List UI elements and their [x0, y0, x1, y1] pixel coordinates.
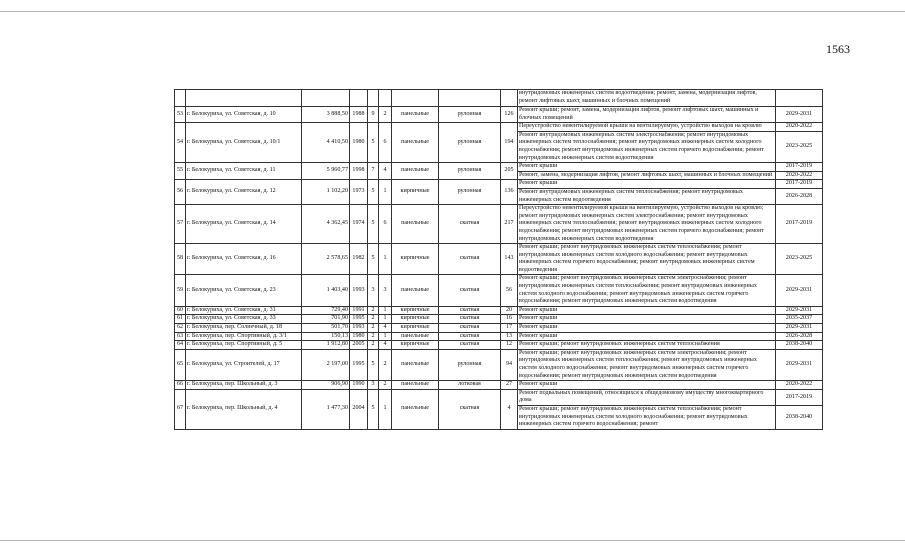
residents-cell: 17: [501, 324, 518, 333]
year-cell: 1995: [350, 315, 368, 324]
year-cell: 1980: [350, 332, 368, 341]
residents-cell: 12: [501, 341, 518, 350]
work-period: 2023-2025: [776, 131, 823, 162]
table-row: [175, 332, 823, 341]
work-description: Ремонт, замена, модернизация лифтов, ремонт лифтовых шахт, машинных и блочных помещений: [518, 171, 776, 180]
walls-material-cell: кирпичные: [392, 341, 439, 350]
table-row: [175, 315, 823, 324]
entrances-cell: 2: [379, 107, 392, 123]
table-row: [175, 389, 823, 405]
floors-cell: 2: [368, 341, 379, 350]
work-period: 2023-2025: [776, 244, 823, 275]
address-cell: г. Белокуриха, ул. Советская, д. 10/1: [186, 123, 302, 163]
work-description: Ремонт подвальных помещений, относящихся к общедомовому имуществу многоквартирного дома: [518, 389, 776, 405]
floors-cell: 2: [368, 324, 379, 333]
row-number: 54: [175, 123, 186, 163]
address-cell: г. Белокуриха, ул. Советская, д. 14: [186, 205, 302, 244]
residents-cell: 56: [501, 275, 518, 306]
table-row: [175, 381, 823, 390]
floors-cell: 3: [368, 275, 379, 306]
work-period: 2038-2040: [776, 341, 823, 350]
walls-material-cell: панельные: [392, 163, 439, 180]
residents-cell: 126: [501, 107, 518, 123]
table-row: [175, 205, 823, 244]
year-cell: 1995: [350, 349, 368, 380]
address-cell: г. Белокуриха, ул. Советская, д. 23: [186, 275, 302, 306]
year-cell: 1988: [350, 107, 368, 123]
walls-material-cell: панельные: [392, 349, 439, 380]
entrances-cell: 3: [379, 275, 392, 306]
work-description: Ремонт крыши: [518, 163, 776, 172]
scan-edge-bottom: [0, 540, 905, 541]
entrances-cell: 2: [379, 381, 392, 390]
address-cell: г. Белокуриха, пер. Спортивный, д. 5: [186, 341, 302, 350]
area-cell: 2 197,00: [302, 349, 350, 380]
work-description: Ремонт крыши: [518, 306, 776, 315]
roof-type-cell: скатная: [439, 244, 501, 275]
work-period: 2017-2019: [776, 389, 823, 405]
area-cell: 3 888,50: [302, 107, 350, 123]
continuation-row: [175, 90, 823, 107]
row-number: 63: [175, 332, 186, 341]
floors-cell: 9: [368, 107, 379, 123]
area-cell: 5 960,77: [302, 163, 350, 180]
table-row: [175, 341, 823, 350]
year-cell: 1980: [350, 123, 368, 163]
roof-type-cell: скатная: [439, 205, 501, 244]
floors-cell: 2: [368, 315, 379, 324]
row-number: 56: [175, 180, 186, 205]
roof-type-cell: скатная: [439, 315, 501, 324]
area-cell: 4 362,45: [302, 205, 350, 244]
roof-type-cell: скатная: [439, 306, 501, 315]
address-cell: г. Белокуриха, ул. Советская, д. 16: [186, 244, 302, 275]
residents-cell: 194: [501, 123, 518, 163]
roof-type-cell: скатная: [439, 341, 501, 350]
address-cell: г. Белокуриха, пер. Солнечный, д. 18: [186, 324, 302, 333]
residents-cell: 94: [501, 349, 518, 380]
work-period: 2029-2031: [776, 275, 823, 306]
work-description: Переустройство невентилируемой крыши на вентилируемую, устройство выходов на кровлю: [518, 123, 776, 132]
row-number: 64: [175, 341, 186, 350]
work-description: Ремонт крыши: [518, 381, 776, 390]
row-number: 55: [175, 163, 186, 180]
work-description: Ремонт крыши; ремонт, замена, модернизация лифтов, ремонт лифтовых шахт, машинных и блочных помещений: [518, 107, 776, 123]
floors-cell: 5: [368, 389, 379, 429]
roof-type-cell: скатная: [439, 324, 501, 333]
area-cell: 1 403,40: [302, 275, 350, 306]
residents-cell: 13: [501, 332, 518, 341]
entrances-cell: 1: [379, 332, 392, 341]
roof-type-cell: лотковая: [439, 381, 501, 390]
floors-cell: 3: [368, 381, 379, 390]
area-cell: 1 477,30: [302, 389, 350, 429]
year-cell: 1998: [350, 163, 368, 180]
table-row: [175, 349, 823, 380]
work-period: 2038-2040: [776, 405, 823, 429]
work-period: 2029-2031: [776, 349, 823, 380]
table-body: [175, 90, 823, 430]
table-row: [175, 107, 823, 123]
work-period: 2035-2037: [776, 315, 823, 324]
roof-type-cell: скатная: [439, 275, 501, 306]
entrances-cell: 6: [379, 123, 392, 163]
year-cell: 1982: [350, 244, 368, 275]
work-description: Ремонт крыши; ремонт внутридомовых инженерных систем теплоснабжения: [518, 341, 776, 350]
work-period: 2029-2031: [776, 107, 823, 123]
entrances-cell: 1: [379, 244, 392, 275]
row-number: 60: [175, 306, 186, 315]
walls-material-cell: панельные: [392, 205, 439, 244]
table-row: [175, 306, 823, 315]
entrances-cell: 1: [379, 315, 392, 324]
walls-material-cell: кирпичные: [392, 180, 439, 205]
roof-type-cell: рулонная: [439, 123, 501, 163]
address-cell: г. Белокуриха, пер. Школьный, д. 3: [186, 381, 302, 390]
entrances-cell: 4: [379, 324, 392, 333]
year-cell: 1991: [350, 306, 368, 315]
roof-type-cell: рулонная: [439, 349, 501, 380]
entrances-cell: 2: [379, 349, 392, 380]
area-cell: 4 410,50: [302, 123, 350, 163]
work-period: 2017-2019: [776, 180, 823, 189]
floors-cell: 7: [368, 163, 379, 180]
entrances-cell: 1: [379, 389, 392, 429]
area-cell: 501,70: [302, 324, 350, 333]
residents-cell: 20: [501, 306, 518, 315]
walls-material-cell: кирпичные: [392, 244, 439, 275]
row-number: 65: [175, 349, 186, 380]
table-row: [175, 180, 823, 189]
address-cell: г. Белокуриха, ул. Советская, д. 31: [186, 306, 302, 315]
roof-type-cell: рулонная: [439, 163, 501, 180]
roof-type-cell: скатная: [439, 332, 501, 341]
work-description: Ремонт внутридомовых инженерных систем электроснабжения; ремонт внутридомовых инженерных систем теплоснабжения; ремонт внутридомовых инженерных систем холодного водоснабжения; ремонт внутридомовых инженерных систем горячего водоснабжения; ремонт внутридомовых инженерных систем водоотведения: [518, 131, 776, 162]
work-description: Ремонт крыши; ремонт внутридомовых инженерных систем электроснабжения; ремонт внутридомовых инженерных систем теплоснабжения; ремонт внутридомовых инженерных систем холодного водоснабжения; ремонт внутридомовых инженерных систем горячего водоснабжения; ремонт внутридомовых инженерных систем водоотведения: [518, 349, 776, 380]
table-row: [175, 163, 823, 172]
residents-cell: 136: [501, 180, 518, 205]
work-description: Ремонт внутридомовых инженерных систем теплоснабжения; ремонт внутридомовых инженерных систем водоотведения: [518, 188, 776, 204]
table-row: [175, 244, 823, 275]
walls-material-cell: кирпичные: [392, 315, 439, 324]
area-cell: 906,90: [302, 381, 350, 390]
residents-cell: 217: [501, 205, 518, 244]
entrances-cell: 4: [379, 341, 392, 350]
table-row: [175, 324, 823, 333]
work-period: 2029-2031: [776, 324, 823, 333]
year-cell: 2004: [350, 389, 368, 429]
floors-cell: 5: [368, 349, 379, 380]
floors-cell: 5: [368, 244, 379, 275]
work-description: Ремонт крыши; ремонт внутридомовых инженерных систем электроснабжения; ремонт внутридомовых инженерных систем теплоснабжения; ремонт внутридомовых инженерных систем холодного водоснабжения; ремонт внутридомовых инженерных систем горячего водоснабжения; ремонт внутридомовых инженерных систем водоотведения: [518, 275, 776, 306]
address-cell: г. Белокуриха, пер. Спортивный, д. 3/1: [186, 332, 302, 341]
work-description: Ремонт крыши; ремонт внутридомовых инженерных систем теплоснабжения; ремонт внутридомовых инженерных систем холодного водоснабжения; ремонт внутридомовых инженерных систем горячего водоснабжения; ремонт: [518, 405, 776, 429]
roof-type-cell: скатная: [439, 389, 501, 429]
year-cell: 1973: [350, 180, 368, 205]
address-cell: г. Белокуриха, ул. Советская, д. 10: [186, 107, 302, 123]
address-cell: г. Белокуриха, ул. Строителей, д. 17: [186, 349, 302, 380]
row-number: 58: [175, 244, 186, 275]
walls-material-cell: панельные: [392, 389, 439, 429]
page-number: 1563: [826, 42, 850, 56]
address-cell: г. Белокуриха, пер. Школьный, д. 4: [186, 389, 302, 429]
row-number: 53: [175, 107, 186, 123]
row-number: 66: [175, 381, 186, 390]
address-cell: г. Белокуриха, ул. Советская, д. 33: [186, 315, 302, 324]
floors-cell: 2: [368, 306, 379, 315]
work-description: Ремонт крыши: [518, 324, 776, 333]
year-cell: 1990: [350, 381, 368, 390]
area-cell: 1 912,80: [302, 341, 350, 350]
walls-material-cell: кирпичные: [392, 306, 439, 315]
work-period: 2020-2022: [776, 171, 823, 180]
residents-cell: 4: [501, 389, 518, 429]
table-row: [175, 275, 823, 306]
walls-material-cell: кирпичные: [392, 324, 439, 333]
walls-material-cell: панельные: [392, 332, 439, 341]
floors-cell: 5: [368, 123, 379, 163]
area-cell: 150,13: [302, 332, 350, 341]
work-period: 2020-2022: [776, 123, 823, 132]
area-cell: 1 102,20: [302, 180, 350, 205]
row-number: 67: [175, 389, 186, 429]
work-period: 2020-2022: [776, 381, 823, 390]
year-cell: 1974: [350, 205, 368, 244]
address-cell: г. Белокуриха, ул. Советская, д. 12: [186, 180, 302, 205]
housing-program-table: [174, 89, 823, 430]
residents-cell: 27: [501, 381, 518, 390]
work-description: Переустройство невентилируемой крыши на вентилируемую, устройство выходов на кровлю; ремонт внутридомовых инженерных систем электроснабжения; ремонт внутридомовых инженерных систем теплоснабжения; ремонт внутридомовых инженерных систем холодного водоснабжения; ремонт внутридомовых инженерных систем горячего водоснабжения; ремонт внутридомовых инженерных систем водоотведения: [518, 205, 776, 244]
area-cell: 2 578,65: [302, 244, 350, 275]
entrances-cell: 4: [379, 163, 392, 180]
work-period: 2026-2028: [776, 188, 823, 204]
year-cell: 2005: [350, 341, 368, 350]
walls-material-cell: панельные: [392, 275, 439, 306]
work-description: Ремонт крыши: [518, 315, 776, 324]
row-number: 57: [175, 205, 186, 244]
work-period: 2026-2028: [776, 332, 823, 341]
row-number: 59: [175, 275, 186, 306]
roof-type-cell: рулонная: [439, 180, 501, 205]
walls-material-cell: панельные: [392, 107, 439, 123]
floors-cell: 5: [368, 205, 379, 244]
residents-cell: 205: [501, 163, 518, 180]
floors-cell: 5: [368, 180, 379, 205]
walls-material-cell: панельные: [392, 123, 439, 163]
row-number: 61: [175, 315, 186, 324]
area-cell: 701,90: [302, 315, 350, 324]
work-period: 2017-2019: [776, 205, 823, 244]
walls-material-cell: панельные: [392, 381, 439, 390]
row-number: 62: [175, 324, 186, 333]
residents-cell: 143: [501, 244, 518, 275]
entrances-cell: 1: [379, 306, 392, 315]
entrances-cell: 1: [379, 180, 392, 205]
year-cell: 1993: [350, 324, 368, 333]
work-description: Ремонт крыши; ремонт внутридомовых инженерных систем теплоснабжения; ремонт внутридомовых инженерных систем холодного водоснабжения; ремонт внутридомовых инженерных систем горячего водоснабжения; ремонт внутридомовых инженерных систем водоотведения: [518, 244, 776, 275]
residents-cell: 16: [501, 315, 518, 324]
work-description: Ремонт крыши: [518, 180, 776, 189]
scan-edge-top: [0, 11, 905, 12]
table-row: [175, 123, 823, 132]
work-description: внутридомовых инженерных систем водоотведения; ремонт, замена, модернизация лифтов, ремонт лифтовых шахт, машинных и блочных помещений: [518, 90, 776, 107]
area-cell: 729,40: [302, 306, 350, 315]
roof-type-cell: рулонная: [439, 107, 501, 123]
address-cell: г. Белокуриха, ул. Советская, д. 11: [186, 163, 302, 180]
entrances-cell: 6: [379, 205, 392, 244]
work-period: 2029-2031: [776, 306, 823, 315]
floors-cell: 2: [368, 332, 379, 341]
work-period: 2017-2019: [776, 163, 823, 172]
work-description: Ремонт крыши: [518, 332, 776, 341]
year-cell: 1993: [350, 275, 368, 306]
